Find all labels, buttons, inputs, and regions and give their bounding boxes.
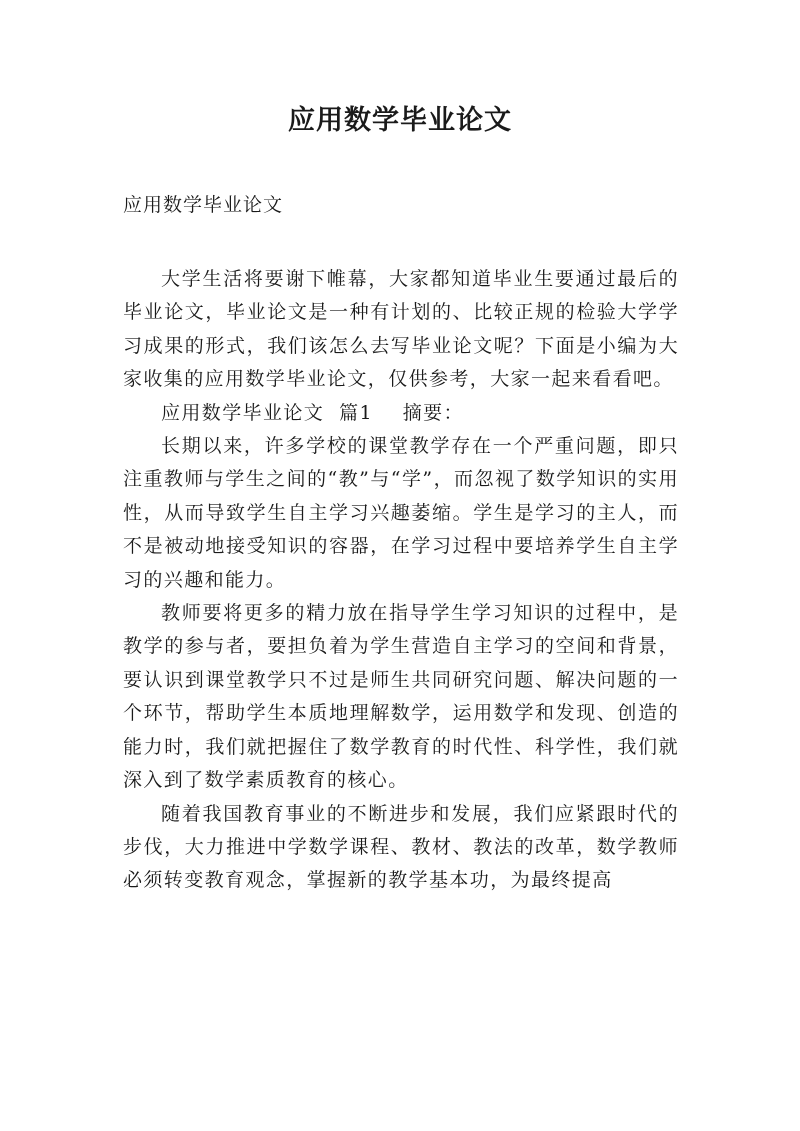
body-paragraph: 教师要将更多的精力放在指导学生学习知识的过程中，是教学的参与者，要担负着为学生营造自主学习的空间和背景，要认识到课堂教学只不过是师生共同研究问题、解决问题的一个环节，帮助学生本质地理解数学，运用数学和发现、创造的能力时，我们就把握住了数学教育的时代性、科学性，我们就深入到了数学素质教育的核心。 [123,602,679,792]
body-paragraph: 随着我国教育事业的不断进步和发展，我们应紧跟时代的步伐，大力推进中学数学课程、教材、教法的改革，数学教师必须转变教育观念，掌握新的教学基本功，为最终提高 [123,802,679,892]
document-subtitle: 应用数学毕业论文 [123,194,284,216]
body-paragraph: 长期以来，许多学校的课堂教学存在一个严重问题，即只注重教师与学生之间的“教”与“学”，而忽视了数学知识的实用性，从而导致学生自主学习兴趣萎缩。学生是学习的主人，而不是被动地接受知识的容器，在学习过程中要培养学生自主学习的兴趣和能力。 [123,435,679,591]
document-title: 应用数学毕业论文 [288,105,512,136]
document-body [123,263,679,898]
intro-paragraph: 大学生活将要谢下帷幕，大家都知道毕业生要通过最后的毕业论文，毕业论文是一种有计划的、比较正规的检验大学学习成果的形式，我们该怎么去写毕业论文呢？下面是小编为大家收集的应用数学毕业论文，仅供参考，大家一起来看看吧。 [123,268,679,391]
section-heading: 应用数学毕业论文 篇1 摘要： [161,401,464,424]
